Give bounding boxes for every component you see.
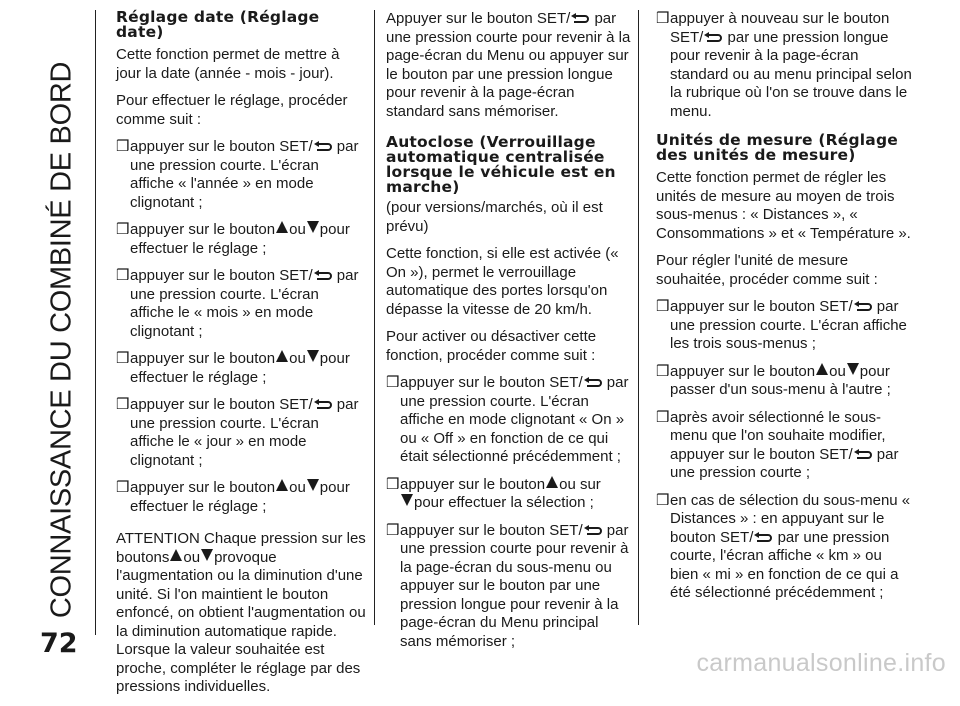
item-text: ou — [289, 479, 306, 496]
checkbox-bullet-icon: ❒ — [656, 491, 670, 509]
return-arrow-icon — [313, 141, 333, 153]
paragraph: Cette fonction permet de régler les unités de mesure au moyen de trois sous-menus : « Distances », « Consommations » et « Température ». — [656, 169, 911, 242]
item-text: une pression courte. L'écran affiche les trois sous-menus ; — [670, 316, 907, 352]
item-text: par une pression longue pour revenir à la page-écran standard ou au menu principal selon la rubrique où l'on se trouve dans le menu. — [670, 28, 912, 120]
item-text: une pression courte pour revenir à la page-écran du sous-menu ou appuyer sur le bouton par une pression longue pour revenir à la page-écran du Menu principal sans mémoriser ; — [400, 540, 629, 650]
down-arrow-icon — [307, 221, 319, 233]
item-text: appuyer sur le bouton SET/ — [400, 374, 583, 391]
checkbox-bullet-icon: ❒ — [116, 479, 130, 496]
attention-note — [116, 530, 366, 697]
up-arrow-icon — [276, 479, 288, 491]
paragraph: Pour effectuer le réglage, procéder comme suit : — [116, 92, 348, 128]
up-arrow-icon — [546, 476, 558, 488]
column-3 — [656, 10, 914, 612]
item-text: ou sur — [559, 475, 601, 493]
item-text: par — [606, 521, 629, 539]
list-item — [656, 363, 914, 400]
side-title — [32, 40, 92, 640]
return-arrow-icon — [753, 532, 773, 544]
list-item — [656, 10, 914, 121]
item-text: après avoir sélectionné le sous-menu que l'on souhaite modifier, appuyer sur le bouton SET/ — [670, 408, 886, 463]
checkbox-bullet-icon: ❒ — [116, 138, 130, 155]
list-item — [386, 374, 634, 467]
section-subtitle: (pour versions/marchés, où il est prévu) — [386, 199, 603, 235]
return-arrow-icon — [703, 32, 723, 44]
item-text: effectuer le réglage ; — [130, 239, 267, 257]
list-item — [116, 350, 366, 387]
side-divider — [95, 10, 96, 635]
note-text: ou — [183, 548, 201, 566]
down-arrow-icon — [847, 363, 859, 375]
list-item — [656, 492, 914, 603]
return-arrow-icon — [313, 270, 333, 282]
item-text: une pression courte. L'écran affiche en mode clignotant « On » ou « Off » en fonction de ce qui était sélectionné précédemment ; — [400, 392, 625, 465]
paragraph-text: par une pression courte pour revenir à la page-écran du Menu ou appuyer sur le bouton par une pression longue pour revenir à la page-écran standard sans mémoriser. — [386, 10, 631, 120]
checkbox-bullet-icon: ❒ — [656, 408, 670, 426]
item-text: effectuer le réglage ; — [130, 497, 267, 515]
paragraph: Pour régler l'unité de mesure souhaitée, procéder comme suit : — [656, 252, 878, 288]
item-text: appuyer sur le bouton SET/ — [130, 138, 313, 155]
column-divider-1 — [374, 10, 375, 625]
item-text: passer d'un sous-menu à l'autre ; — [670, 381, 891, 398]
down-arrow-icon — [307, 350, 319, 362]
item-text: pour — [319, 350, 350, 367]
watermark: carmanualsonline.info — [696, 649, 946, 677]
item-text: pour — [319, 221, 350, 238]
item-text: par — [336, 267, 359, 284]
note-text: provoque l'augmentation ou la diminution d'une unité. Si l'on maintient le bouton enfoncé, on obtient l'augmentation ou la diminution automatique rapide. Lorsque la valeur souhaitée est proche, compléter le réglage par des pressions individuelles. — [116, 548, 366, 695]
return-arrow-icon — [313, 399, 333, 411]
note-text: ATTENTION Chaque pression sur les boutons — [116, 530, 366, 566]
checkbox-bullet-icon: ❒ — [656, 362, 670, 380]
checkbox-bullet-icon: ❒ — [386, 521, 400, 539]
item-text: appuyer sur le bouton — [130, 479, 276, 496]
item-text: par une pression courte ; — [670, 445, 899, 481]
item-text: appuyer sur le bouton — [130, 350, 276, 367]
paragraph — [386, 10, 634, 121]
column-2 — [386, 10, 634, 660]
up-arrow-icon — [170, 549, 182, 561]
return-arrow-icon — [570, 13, 590, 25]
return-arrow-icon — [583, 377, 603, 389]
item-text: appuyer à nouveau sur le bouton SET/ — [670, 10, 890, 46]
item-text: ou — [289, 350, 306, 367]
list-item — [656, 298, 914, 354]
checkbox-bullet-icon: ❒ — [116, 350, 130, 367]
item-text: une pression courte. L'écran affiche le « mois » en mode clignotant ; — [130, 285, 319, 340]
checkbox-bullet-icon: ❒ — [116, 221, 130, 238]
list-item — [116, 221, 366, 258]
item-text: par — [336, 396, 359, 413]
return-arrow-icon — [853, 301, 873, 313]
up-arrow-icon — [816, 363, 828, 375]
paragraph: Pour activer ou désactiver cette fonction, procéder comme suit : — [386, 328, 597, 364]
item-text: appuyer sur le bouton SET/ — [130, 396, 313, 413]
up-arrow-icon — [276, 221, 288, 233]
paragraph: Cette fonction permet de mettre à jour la date (année - mois - jour). — [116, 46, 340, 82]
up-arrow-icon — [276, 350, 288, 362]
item-text: pour effectuer la sélection ; — [414, 494, 594, 511]
item-text: appuyer sur le bouton — [400, 475, 546, 493]
item-text: appuyer sur le bouton — [130, 221, 276, 238]
item-text: par — [876, 298, 899, 315]
item-text: pour — [859, 362, 890, 380]
item-text: appuyer sur le bouton SET/ — [130, 267, 313, 284]
item-text: appuyer sur le bouton SET/ — [670, 298, 853, 315]
column-divider-2 — [638, 10, 639, 625]
checkbox-bullet-icon: ❒ — [386, 374, 400, 391]
item-text: appuyer sur le bouton — [670, 362, 816, 380]
item-text: appuyer sur le bouton SET/ — [400, 521, 583, 539]
return-arrow-icon — [583, 525, 603, 537]
section-heading-units: Unités de mesure (Réglage des unités de mesure) — [656, 131, 898, 164]
side-title-text: CONNAISSANCE DU COMBINÉ DE BORD — [45, 61, 78, 619]
item-text: ou — [829, 362, 846, 380]
down-arrow-icon — [307, 479, 319, 491]
checkbox-bullet-icon: ❒ — [116, 396, 130, 413]
list-item — [116, 396, 366, 470]
list-item — [656, 409, 914, 483]
return-arrow-icon — [853, 449, 873, 461]
item-text: une pression courte. L'écran affiche « l'année » en mode clignotant ; — [130, 156, 319, 211]
column-1 — [116, 10, 366, 706]
item-text: par — [606, 374, 629, 391]
item-text: ou — [289, 221, 306, 238]
list-item — [116, 138, 366, 212]
list-item — [116, 479, 366, 516]
paragraph-text: Appuyer sur le bouton SET/ — [386, 10, 571, 27]
item-text: par une pression courte, l'écran affiche « km » ou bien « mi » en fonction de ce qui a été sélectionné précédemment ; — [670, 528, 899, 601]
checkbox-bullet-icon: ❒ — [116, 267, 130, 284]
checkbox-bullet-icon: ❒ — [386, 475, 400, 493]
list-item — [386, 522, 634, 652]
item-text: en cas de sélection du sous-menu « Distances » : en appuyant sur le bouton SET/ — [670, 491, 911, 546]
section-heading-date: Réglage date (Réglage date) — [116, 8, 320, 41]
page-number: 72 — [40, 628, 78, 659]
checkbox-bullet-icon: ❒ — [656, 298, 670, 315]
item-text: une pression courte. L'écran affiche le « jour » en mode clignotant ; — [130, 414, 319, 469]
paragraph: Cette fonction, si elle est activée (« On »), permet le verrouillage automatique des portes lorsqu'on dépasse la vitesse de 20 km/h. — [386, 245, 619, 318]
down-arrow-icon — [201, 549, 213, 561]
item-text: effectuer le réglage ; — [130, 368, 267, 386]
item-text: pour — [319, 479, 350, 496]
checkbox-bullet-icon: ❒ — [656, 10, 670, 27]
list-item — [386, 476, 634, 513]
item-text: par — [336, 138, 359, 155]
section-heading-autoclose: Autoclose (Verrouillage automatique centralisée lorsque le véhicule est en marche) — [386, 133, 616, 196]
down-arrow-icon — [401, 494, 413, 506]
list-item — [116, 267, 366, 341]
